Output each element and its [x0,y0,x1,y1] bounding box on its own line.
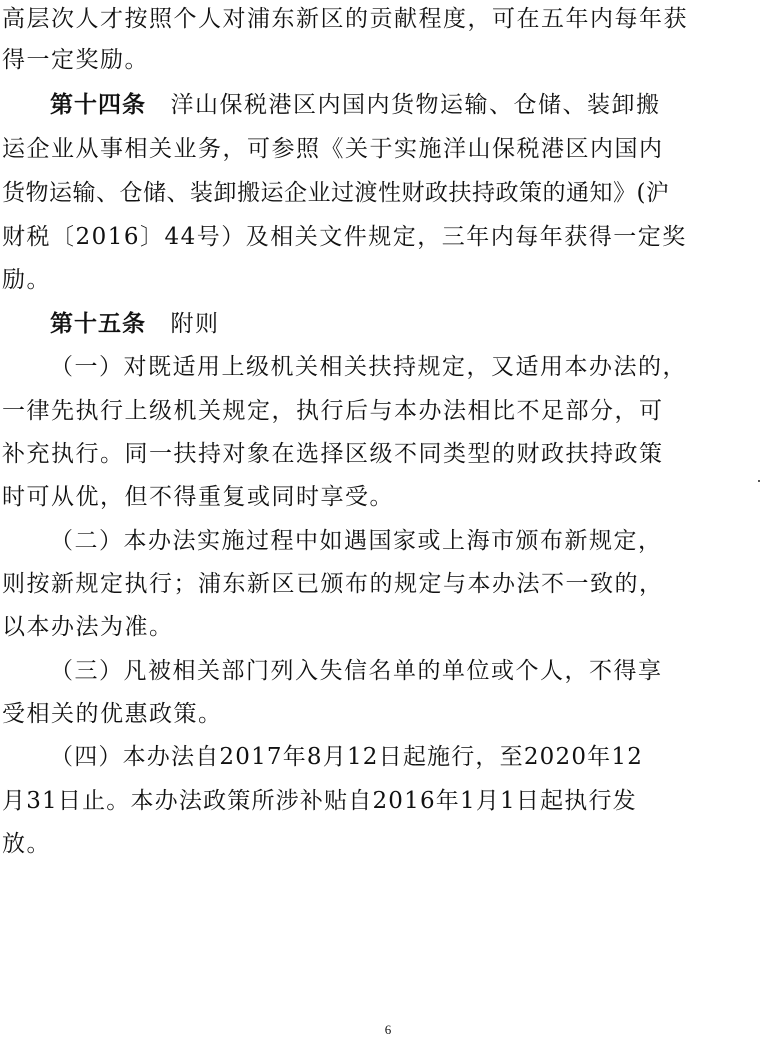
line-text: 放。 [2,831,51,857]
line-text: 得一定奖励。 [2,47,149,73]
line-text: 则按新规定执行；浦东新区已颁布的规定与本办法不一致的， [2,571,664,597]
line-text: 励。 [2,267,51,293]
paragraph-line [2,569,664,599]
paragraph-line [2,45,149,75]
article-14-line [50,90,661,120]
line-text: 时可从优，但不得重复或同时享受。 [2,484,394,510]
line-text: 财税〔2016〕44号）及相关文件规定，三年内每年获得一定奖 [2,224,687,250]
paragraph-line [2,699,223,729]
paragraph-line [2,178,669,208]
line-text: （一）对既适用上级机关相关扶持规定，又适用本办法的， [50,354,687,380]
paragraph-line [2,829,51,859]
clause-line [50,742,643,772]
line-text: （四）本办法自2017年8月12日起施行，至2020年12 [50,744,644,770]
paragraph-line [2,612,174,642]
paragraph-line [2,482,394,512]
clause-line [50,656,663,686]
article-15-line [50,309,220,339]
page-number: 6 [384,1022,392,1037]
scan-speck [758,480,760,482]
line-text: 附则 [146,311,220,337]
clause-line [50,352,687,382]
paragraph-line [2,265,51,295]
line-text: 洋山保税港区内国内货物运输、仓储、装卸搬 [146,92,661,118]
line-text: 运企业从事相关业务，可参照《关于实施洋山保税港区内国内 [2,136,664,162]
paragraph-line [2,134,664,164]
line-text: 一律先执行上级机关规定，执行后与本办法相比不足部分，可 [2,398,664,424]
paragraph-line [2,396,664,426]
clause-line [50,526,663,556]
line-text: （三）凡被相关部门列入失信名单的单位或个人，不得享 [50,658,663,684]
paragraph-line [2,439,664,469]
line-text: 高层次人才按照个人对浦东新区的贡献程度，可在五年内每年获 [2,6,688,32]
line-text: 受相关的优惠政策。 [2,701,223,727]
line-text: 月31日止。本办法政策所涉补贴自2016年1月1日起执行发 [2,788,637,814]
paragraph-line [2,222,687,252]
paragraph-line [2,4,688,34]
paragraph-line [2,786,637,816]
article-heading: 第十五条 [50,311,146,337]
line-text: （二）本办法实施过程中如遇国家或上海市颁布新规定， [50,528,663,554]
line-text: 补充执行。同一扶持对象在选择区级不同类型的财政扶持政策 [2,441,664,467]
line-text: 以本办法为准。 [2,614,174,640]
article-heading: 第十四条 [50,92,146,118]
line-text: 货物运输、仓储、装卸搬运企业过渡性财政扶持政策的通知》(沪 [2,180,670,206]
